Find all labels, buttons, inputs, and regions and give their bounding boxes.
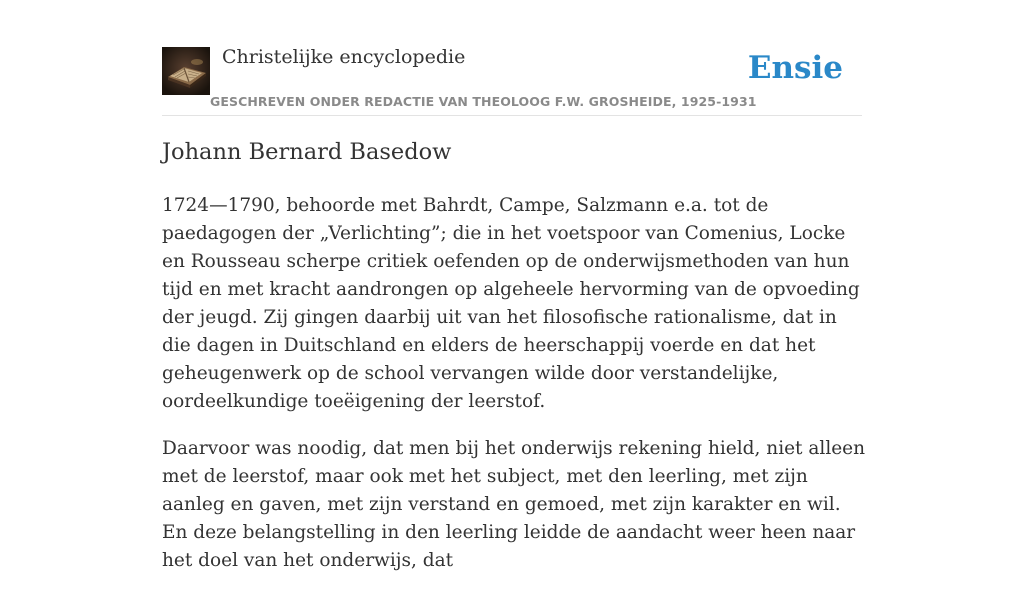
brand-logo[interactable]: Ensie: [747, 50, 843, 86]
article-paragraph: 1724—1790, behoorde met Bahrdt, Campe, Salzmann e.a. tot de paedagogen der „Verlichting”; die in het voetspoor van Comenius, Locke en Rousseau scherpe critiek oefenden op de onderwijsmethoden van hun tijd en met kracht aandrongen op algeheele hervorming van de opvoeding der jeugd. Zij gingen daarbij uit van het filosofische rationalisme, dat in die dagen in Duitschland en elders de heerschappij voerde en dat het geheugenwerk op de school vervangen wilde door verstandelijke, oordeelkundige toeëigening der leerstof.: [162, 195, 860, 412]
article-paragraph: Daarvoor was noodig, dat men bij het onderwijs rekening hield, niet alleen met de leerstof, maar ook met het subject, met den leerling, met zijn aanleg en gaven, met zijn verstand en gemoed, met zijn karakter en wil. En deze belangstelling in den leerling leidde de aandacht weer heen naar het doel van het onderwijs, dat: [162, 438, 866, 571]
site-title[interactable]: Christelijke encyclopedie: [222, 46, 466, 68]
site-header: [162, 46, 862, 116]
site-subtitle: GESCHREVEN ONDER REDACTIE VAN THEOLOOG F.W. GROSHEIDE, 1925-1931: [210, 94, 757, 109]
book-photo-icon[interactable]: [162, 47, 210, 95]
article-body: [162, 192, 867, 594]
article-title: Johann Bernard Basedow: [162, 139, 452, 165]
